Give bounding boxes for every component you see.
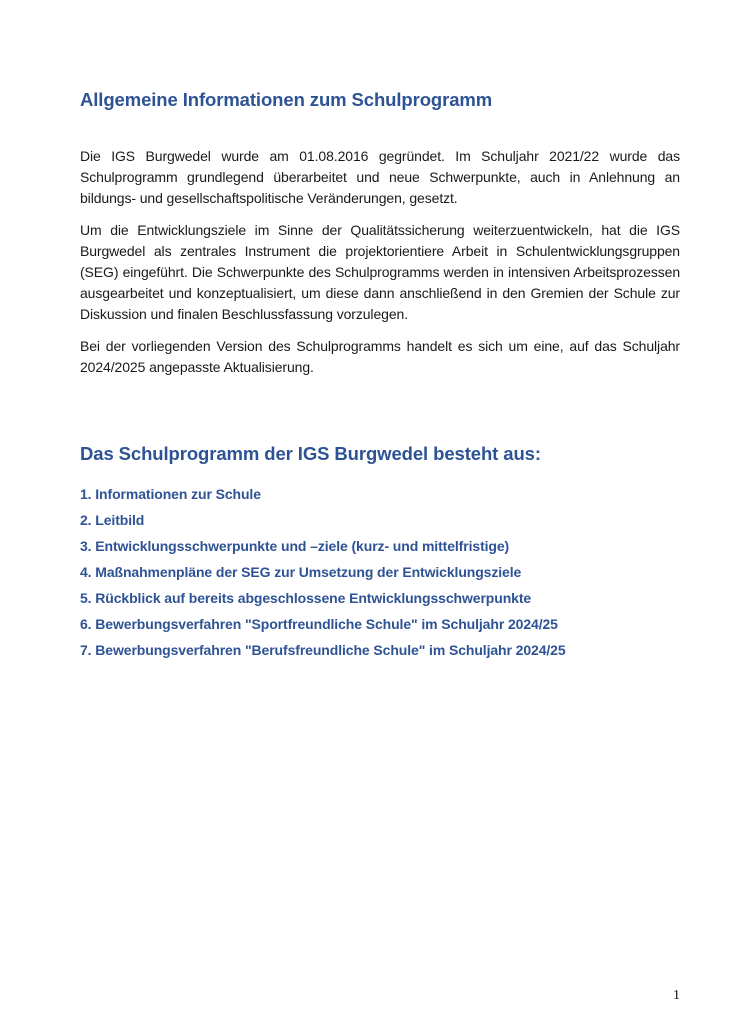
section-heading-general-info: Allgemeine Informationen zum Schulprogramm — [80, 89, 493, 110]
program-contents-list — [80, 486, 680, 658]
section-heading-program-contents: Das Schulprogramm der IGS Burgwedel besteht aus: — [80, 443, 541, 464]
document-content — [80, 88, 680, 668]
toc-item-leitbild: 2. Leitbild — [80, 512, 145, 528]
paragraph-founding: Die IGS Burgwedel wurde am 01.08.2016 gegründet. Im Schuljahr 2021/22 wurde das Schulprogramm grundlegend überarbeitet und neue Schwerpunkte, auch in Anlehnung an bildungs- und gesellschaftspolitische Veränderungen, gesetzt. — [80, 148, 680, 206]
page-number: 1 — [673, 988, 680, 1003]
toc-item-informationen: 1. Informationen zur Schule — [80, 486, 261, 502]
toc-item-massnahmenplaene: 4. Maßnahmenpläne der SEG zur Umsetzung der Entwicklungsziele — [80, 564, 522, 580]
paragraph-current-version: Bei der vorliegenden Version des Schulprogramms handelt es sich um eine, auf das Schuljahr 2024/2025 angepasste Aktualisierung. — [80, 338, 680, 375]
toc-item-entwicklungsschwerpunkte: 3. Entwicklungsschwerpunkte und –ziele (kurz- und mittelfristige) — [80, 538, 510, 554]
toc-item-sportfreundliche-schule: 6. Bewerbungsverfahren "Sportfreundliche Schule" im Schuljahr 2024/25 — [80, 616, 558, 632]
paragraph-development-goals: Um die Entwicklungsziele im Sinne der Qualitätssicherung weiterzuentwickeln, hat die IGS Burgwedel als zentrales Instrument die projektorientiere Arbeit in Schulentwicklungsgruppen (SEG) eingeführt. Die Schwerpunkte des Schulprogramms werden in intensiven Arbeitsprozessen ausgearbeitet und konzeptualisiert, um diese dann anschließend in den Gremien der Schule zur Diskussion und finalen Beschlussfassung vorzulegen. — [80, 222, 680, 322]
toc-item-berufsfreundliche-schule: 7. Bewerbungsverfahren "Berufsfreundliche Schule" im Schuljahr 2024/25 — [80, 642, 566, 658]
toc-item-rueckblick: 5. Rückblick auf bereits abgeschlossene Entwicklungsschwerpunkte — [80, 590, 532, 606]
